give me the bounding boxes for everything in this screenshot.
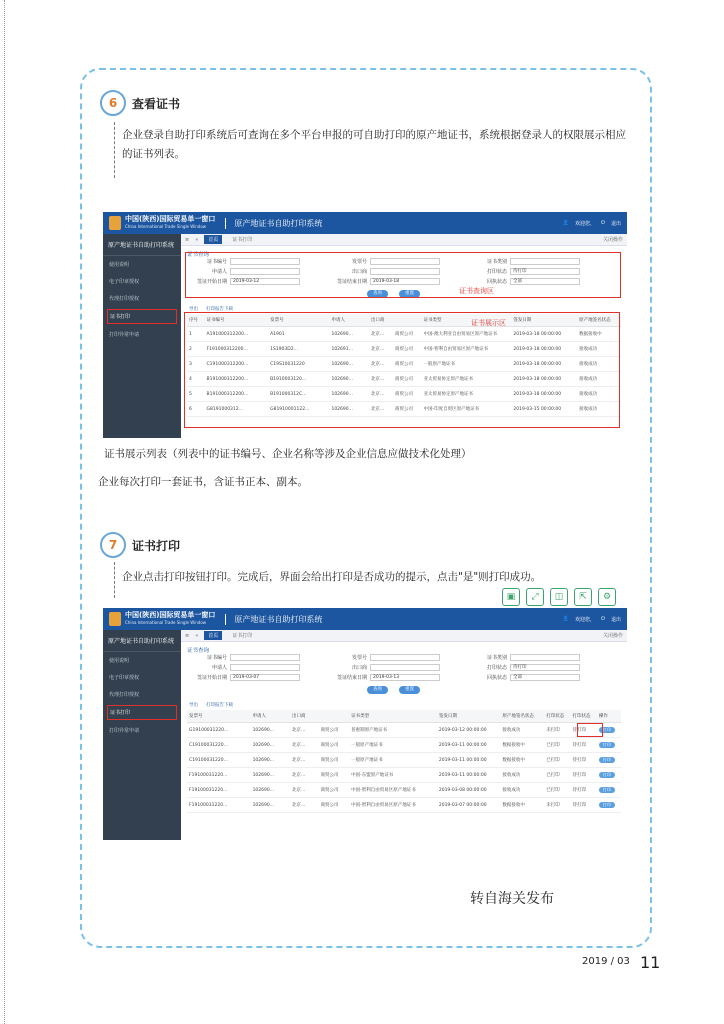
label-applicant: 申请人 xyxy=(211,665,227,671)
table-cell: C19100031220... xyxy=(187,738,251,753)
table-cell: 102690... xyxy=(329,327,368,342)
table-cell: 北京... xyxy=(290,798,318,813)
label-end-date: 签证结束日期 xyxy=(336,279,367,285)
main-panel-2 xyxy=(181,630,627,840)
print-button[interactable]: 打印 xyxy=(599,802,615,808)
query-title: 证书查询 xyxy=(187,252,210,258)
section7-guide-line xyxy=(114,562,115,598)
table-cell: 接收成功 xyxy=(577,342,621,357)
section6-body: 企业登录自助打印系统后可查询在多个平台申报的可自助打印的原产地证书，系统根据登录人的权限展示相应的证书列表。 xyxy=(122,129,626,160)
table-cell: 已打印 xyxy=(544,768,570,783)
label-exporter: 出口商 xyxy=(351,269,367,275)
table-row[interactable] xyxy=(187,753,621,768)
query-area-highlight xyxy=(185,252,621,298)
print-export-tool[interactable]: 打印报告下载 xyxy=(206,703,233,708)
table-cell: 102690... xyxy=(329,387,368,402)
source-note: 转自海关发布 xyxy=(470,891,554,907)
tab-print[interactable]: 证书打印 xyxy=(232,237,253,243)
prev-icon[interactable]: « xyxy=(195,236,199,243)
section6-note: 企业每次打印一套证书，含证书正本、副本。 xyxy=(98,476,308,488)
sidebar-item-print[interactable]: 证书打印 xyxy=(107,705,177,720)
th: 打印状态 xyxy=(571,710,597,723)
query-title-2: 证书查询 xyxy=(187,648,210,654)
viewer-toolbar xyxy=(502,588,616,606)
table-cell: 商贸公司 xyxy=(393,372,421,387)
table-cell: 待打印 xyxy=(571,753,597,768)
sidebar-item-seal[interactable]: 电子印章授权 xyxy=(109,675,140,681)
th: 证书类型 xyxy=(422,314,512,327)
query-button[interactable]: 查询 xyxy=(367,686,388,694)
brand-en: China International Trade Single Window xyxy=(125,224,207,229)
table-cell: 接收成功 xyxy=(577,387,621,402)
table-cell: 商贸公司 xyxy=(319,783,350,798)
start-date-input[interactable]: 2019-03-07 xyxy=(230,674,300,681)
th: 原产地签名状态 xyxy=(577,314,621,327)
logo-icon xyxy=(109,216,121,230)
th: 申请人 xyxy=(329,314,368,327)
table-cell: 2019-03-08 00:00:00 xyxy=(437,783,501,798)
table-cell: 接收成功 xyxy=(500,723,544,738)
expand-icon[interactable]: ⤢ xyxy=(526,588,544,606)
sidebar-item-proxy[interactable]: 代理打印授权 xyxy=(109,296,140,302)
brand-cn: 中国(陕西)国际贸易单一窗口 xyxy=(125,215,216,223)
end-date-input[interactable]: 2019-03-13 xyxy=(370,674,440,681)
power-icon[interactable]: ⏻ xyxy=(601,220,605,226)
table-cell: 102690... xyxy=(329,372,368,387)
section7-body: 企业点击打印按钮打印。完成后，界面会给出打印是否成功的提示，点击"是"则打印成功。 xyxy=(122,571,542,583)
label-start-date: 签证开始日期 xyxy=(196,675,227,681)
th: 打印状态 xyxy=(544,710,570,723)
sidebar-item-exception[interactable]: 打印异常申请 xyxy=(109,332,140,338)
display-area-label: 证书展示区 xyxy=(471,319,506,327)
sidebar-title-2: 原产地证书自助打印系统 xyxy=(103,630,181,652)
label-cert-type: 证书类别 xyxy=(486,655,507,661)
end-date-input[interactable]: 2019-03-18 xyxy=(370,278,440,285)
table-cell: 2019-03-18 00:00:00 xyxy=(511,342,577,357)
table-cell: 数据接收中 xyxy=(500,798,544,813)
table-cell: 亚太贸易协定原产地证书 xyxy=(422,372,512,387)
table-cell: 商贸公司 xyxy=(319,753,350,768)
save-icon[interactable]: ▣ xyxy=(502,588,520,606)
print-button-highlight xyxy=(577,723,603,737)
screenshot-print-certificates xyxy=(103,608,627,840)
table-row[interactable] xyxy=(187,738,621,753)
table-cell: 102690... xyxy=(251,723,290,738)
export-tool[interactable]: 导出 xyxy=(189,703,198,708)
print-button[interactable]: 打印 xyxy=(599,742,615,748)
table-cell: 102690... xyxy=(251,783,290,798)
section6-header xyxy=(100,90,180,116)
brand-en-2: China International Trade Single Window xyxy=(125,620,207,625)
th xyxy=(319,710,350,723)
table-cell: 一般原产地证书 xyxy=(422,357,512,372)
table-cell: B191000312200... xyxy=(205,387,269,402)
label-invoice: 发票号 xyxy=(351,655,367,661)
table-cell: G81910001122... xyxy=(268,402,329,417)
cert-table-wrap-2 xyxy=(187,710,621,813)
table-cell: 已打印 xyxy=(544,738,570,753)
label-cert-no: 证书编号 xyxy=(206,655,227,661)
table-cell: 未打印 xyxy=(544,798,570,813)
table-cell: C191000312200... xyxy=(205,357,269,372)
table-cell: 未打印 xyxy=(544,723,570,738)
reset-button[interactable]: 重置 xyxy=(399,686,420,694)
print-export-tool[interactable]: 打印报告下载 xyxy=(206,307,233,312)
table-cell: 中国-智利自由贸易区原产地证书 xyxy=(422,342,512,357)
table-cell: 商贸公司 xyxy=(319,738,350,753)
table-cell: C19S10031220 xyxy=(268,357,329,372)
tab-ops[interactable]: 关闭操作 xyxy=(602,237,623,243)
welcome-text: 欢迎您， xyxy=(575,220,596,227)
table-cell: G8191000312... xyxy=(205,402,269,417)
menu-icon[interactable]: ≡ xyxy=(185,632,190,639)
table-cell: 2019-03-11 00:00:00 xyxy=(437,738,501,753)
table-cell: 数据接收中 xyxy=(500,753,544,768)
invoice-input[interactable] xyxy=(370,654,440,661)
th: 发票号 xyxy=(268,314,329,327)
table-row[interactable] xyxy=(187,783,621,798)
table-cell: G19100031220... xyxy=(187,723,251,738)
label-start-date: 签证开始日期 xyxy=(196,279,227,285)
table-cell: 1 xyxy=(187,327,205,342)
fit-icon[interactable]: ◫ xyxy=(550,588,568,606)
table-cell: 北京... xyxy=(290,723,318,738)
screenshot-view-certificates xyxy=(103,212,627,438)
table-cell: 一般原产地证书 xyxy=(349,753,437,768)
table-cell: 6 xyxy=(187,402,205,417)
table-cell: 1S1903D2... xyxy=(268,342,329,357)
print-status-select[interactable]: 待打印 xyxy=(510,268,580,275)
tab-bar-2 xyxy=(181,630,627,642)
table-cell: B191000312200... xyxy=(205,372,269,387)
table-cell: 北京... xyxy=(369,357,393,372)
table-cell: 102690... xyxy=(329,357,368,372)
sidebar-item-usage[interactable]: 使用说明 xyxy=(109,262,130,268)
table-cell: 102690... xyxy=(251,768,290,783)
exporter-input[interactable] xyxy=(370,664,440,671)
section6-number: 6 xyxy=(100,90,126,116)
table-cell: 北京... xyxy=(290,738,318,753)
table-cell: 中国-澳大利亚自由贸易区原产地证书 xyxy=(422,327,512,342)
table-cell: 数据接收中 xyxy=(577,327,621,342)
table-cell: 102690... xyxy=(251,798,290,813)
table-cell: 商贸公司 xyxy=(393,327,421,342)
cert-type-select[interactable] xyxy=(510,654,580,661)
main-panel xyxy=(181,234,627,438)
tab-home[interactable]: 首页 xyxy=(204,235,222,244)
table-cell: 中国-印度自贸区原产地证书 xyxy=(422,402,512,417)
start-date-input[interactable]: 2019-03-12 xyxy=(230,278,300,285)
table-cell: 接收成功 xyxy=(577,357,621,372)
print-button[interactable]: 打印 xyxy=(599,787,615,793)
print-status-select[interactable]: 待打印 xyxy=(510,664,580,671)
print-button[interactable]: 打印 xyxy=(599,727,615,733)
section7-number: 7 xyxy=(100,532,126,558)
table-cell: 普惠制原产地证书 xyxy=(349,723,437,738)
table-cell: 北京... xyxy=(290,753,318,768)
user-icon: 👤 xyxy=(562,616,569,622)
print-button[interactable]: 打印 xyxy=(599,757,615,763)
label-invoice: 发票号 xyxy=(351,259,367,265)
sidebar-2 xyxy=(103,630,181,840)
logo-icon xyxy=(109,612,121,626)
table-cell: 2019-03-07 00:00:00 xyxy=(437,798,501,813)
th: 发票号 xyxy=(187,710,251,723)
th: 出口商 xyxy=(369,314,393,327)
table-cell: B1910003120... xyxy=(268,372,329,387)
table-cell: 4 xyxy=(187,372,205,387)
section6-caption: 证书展示列表（列表中的证书编号、企业名称等涉及企业信息应做技术化处理） xyxy=(104,448,472,460)
system-name-2: 原产地证书自助打印系统 xyxy=(225,614,322,625)
user-icon: 👤 xyxy=(562,220,569,226)
table-cell xyxy=(597,753,621,768)
section6-guide-line xyxy=(114,122,115,178)
label-sign-status: 回执状态 xyxy=(486,279,507,285)
table-cell: 2019-03-18 00:00:00 xyxy=(511,357,577,372)
section7-header xyxy=(100,532,180,558)
table-row[interactable] xyxy=(187,768,621,783)
table-cell: 北京... xyxy=(369,327,393,342)
cert-table-wrap xyxy=(187,314,621,417)
table-cell: 待打印 xyxy=(571,723,597,738)
table-cell: 2 xyxy=(187,342,205,357)
table-cell: 3 xyxy=(187,357,205,372)
table-cell: 5 xyxy=(187,387,205,402)
table-cell: 中国-智利自由贸易区原产地证书 xyxy=(349,783,437,798)
th: 证书编号 xyxy=(205,314,269,327)
footer-date: 2019 / 03 xyxy=(582,956,630,967)
sign-status-select[interactable]: 全部 xyxy=(510,674,580,681)
export-icon[interactable]: ⇱ xyxy=(574,588,592,606)
query-panel-2 xyxy=(187,646,621,698)
section6-title: 查看证书 xyxy=(132,96,181,111)
table-cell: 中国-智利自由贸易区原产地证书 xyxy=(349,798,437,813)
table-cell: A1901 xyxy=(268,327,329,342)
table-cell: C19100031220... xyxy=(187,753,251,768)
sidebar-title: 原产地证书自助打印系统 xyxy=(103,234,181,256)
power-icon[interactable]: ⏻ xyxy=(601,616,605,622)
label-exporter: 出口商 xyxy=(351,665,367,671)
sidebar xyxy=(103,234,181,438)
table-cell: 待打印 xyxy=(571,768,597,783)
label-sign-status: 回执状态 xyxy=(486,675,507,681)
table-cell: 北京... xyxy=(369,372,393,387)
table-cell: 北京... xyxy=(369,342,393,357)
table-tools-2 xyxy=(189,702,619,708)
table-cell: 数据接收中 xyxy=(500,738,544,753)
tab-home[interactable]: 首页 xyxy=(204,631,222,640)
export-tool[interactable]: 导出 xyxy=(189,307,198,312)
table-cell xyxy=(597,798,621,813)
query-button[interactable]: 查询 xyxy=(367,290,388,298)
table-cell: 商贸公司 xyxy=(393,357,421,372)
label-print-status: 打印状态 xyxy=(486,665,507,671)
table-cell: 2019-03-11 00:00:00 xyxy=(437,768,501,783)
table-cell: 接收成功 xyxy=(577,402,621,417)
th: 操作 xyxy=(597,710,621,723)
brand-cn-2: 中国(陕西)国际贸易单一窗口 xyxy=(125,611,216,619)
table-cell: 接收成功 xyxy=(500,783,544,798)
page-number: 11 xyxy=(640,953,661,972)
label-cert-no: 证书编号 xyxy=(206,259,227,265)
label-cert-type: 证书类别 xyxy=(486,259,507,265)
table-cell: F19100031220... xyxy=(187,783,251,798)
table-cell: 商贸公司 xyxy=(393,387,421,402)
th: 签发日期 xyxy=(437,710,501,723)
table-cell: 商贸公司 xyxy=(319,798,350,813)
table-cell: 接收成功 xyxy=(577,372,621,387)
table-cell: 2019-03-18 00:00:00 xyxy=(511,327,577,342)
table-cell: 2019-03-11 00:00:00 xyxy=(437,753,501,768)
sidebar-item-usage[interactable]: 使用说明 xyxy=(109,658,130,664)
table-cell: 已打印 xyxy=(544,783,570,798)
table-cell: 102690... xyxy=(329,402,368,417)
system-name: 原产地证书自助打印系统 xyxy=(225,218,322,229)
table-cell: 2019-03-15 00:00:00 xyxy=(511,402,577,417)
th: 原产地签名状态 xyxy=(500,710,544,723)
app-topbar xyxy=(103,212,627,234)
table-cell xyxy=(597,783,621,798)
label-end-date: 签证结束日期 xyxy=(336,675,367,681)
tab-print[interactable]: 证书打印 xyxy=(232,633,253,639)
th: 签发日期 xyxy=(511,314,577,327)
table-cell: 商贸公司 xyxy=(319,768,350,783)
prev-icon[interactable]: « xyxy=(195,632,199,639)
table-cell: F19100031220... xyxy=(187,798,251,813)
table-cell: 2019-03-18 00:00:00 xyxy=(511,387,577,402)
settings-icon[interactable]: ⚙ xyxy=(598,588,616,606)
sidebar-item-print[interactable]: 证书打印 xyxy=(107,309,177,324)
table-cell: 一般原产地证书 xyxy=(349,738,437,753)
tab-ops[interactable]: 关闭操作 xyxy=(602,633,623,639)
table-cell: 102690... xyxy=(251,753,290,768)
table-cell xyxy=(597,738,621,753)
menu-icon[interactable]: ≡ xyxy=(185,236,190,243)
table-cell: 接收成功 xyxy=(500,768,544,783)
tab-bar xyxy=(181,234,627,246)
table-cell: 2019-03-18 00:00:00 xyxy=(511,372,577,387)
th: 申请人 xyxy=(251,710,290,723)
table-cell: 北京... xyxy=(369,402,393,417)
table-cell: 待打印 xyxy=(571,783,597,798)
table-cell: 待打印 xyxy=(571,798,597,813)
cert-no-input[interactable] xyxy=(230,654,300,661)
applicant-input[interactable] xyxy=(230,664,300,671)
label-print-status: 打印状态 xyxy=(486,269,507,275)
logout-link-2[interactable]: 退出 xyxy=(610,616,621,623)
welcome-text-2: 欢迎您， xyxy=(575,616,596,623)
table-cell: 亚太贸易协定原产地证书 xyxy=(422,387,512,402)
print-button[interactable]: 打印 xyxy=(599,772,615,778)
table-cell: 中国-东盟原产地证书 xyxy=(349,768,437,783)
cert-table-2 xyxy=(187,710,621,813)
table-cell: 商贸公司 xyxy=(319,723,350,738)
sign-status-select[interactable]: 全部 xyxy=(510,278,580,285)
table-cell: 102691... xyxy=(329,342,368,357)
table-cell: 商贸公司 xyxy=(393,402,421,417)
app-topbar-2 xyxy=(103,608,627,630)
table-cell: A191000312200... xyxy=(205,327,269,342)
table-row[interactable] xyxy=(187,798,621,813)
th: 出口商 xyxy=(290,710,318,723)
table-cell: 北京... xyxy=(290,768,318,783)
table-cell: B191000312C... xyxy=(268,387,329,402)
query-area-label: 证书查询区 xyxy=(459,287,494,295)
logout-link[interactable]: 退出 xyxy=(610,220,621,227)
display-area-highlight xyxy=(184,312,620,428)
section7-title: 证书打印 xyxy=(132,538,181,553)
left-dotted-border xyxy=(4,0,5,1024)
table-cell: 102690... xyxy=(251,738,290,753)
table-cell: 商贸公司 xyxy=(393,342,421,357)
reset-button[interactable]: 重置 xyxy=(399,290,420,298)
table-cell: 北京... xyxy=(290,783,318,798)
table-cell: 北京... xyxy=(369,387,393,402)
table-cell: F191000312200... xyxy=(205,342,269,357)
table-row[interactable] xyxy=(187,723,621,738)
sidebar-item-exception[interactable]: 打印异常申请 xyxy=(109,728,140,734)
th: 证书类型 xyxy=(349,710,437,723)
table-cell: 待打印 xyxy=(571,738,597,753)
th: 序号 xyxy=(187,314,205,327)
label-applicant: 申请人 xyxy=(211,269,227,275)
table-cell: F19100031220... xyxy=(187,768,251,783)
table-cell xyxy=(597,768,621,783)
sidebar-item-seal[interactable]: 电子印章授权 xyxy=(109,279,140,285)
table-cell: 2019-03-12 00:00:00 xyxy=(437,723,501,738)
sidebar-item-proxy[interactable]: 代理打印授权 xyxy=(109,692,140,698)
table-cell: 已打印 xyxy=(544,753,570,768)
